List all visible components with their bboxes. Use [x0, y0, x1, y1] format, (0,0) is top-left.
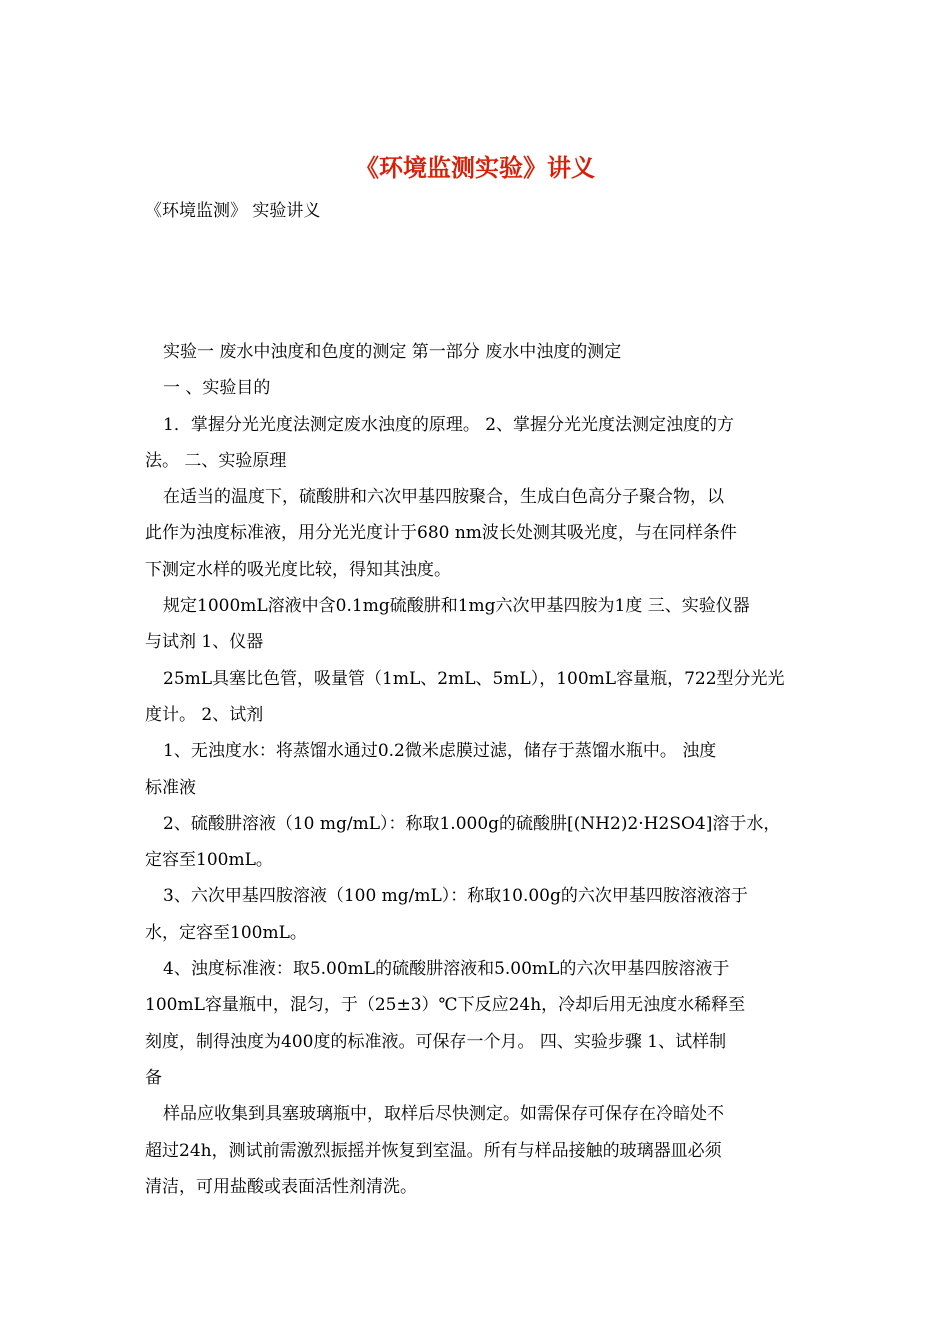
body-line: 法。 二、实验原理: [145, 450, 287, 471]
document-subtitle: 《环境监测》 实验讲义: [145, 201, 321, 221]
body-line: 实验一 废水中浊度和色度的测定 第一部分 废水中浊度的测定: [163, 342, 622, 362]
body-line: 25mL具塞比色管，吸量管（1mL、2mL、5mL），100mL容量瓶，722型分光光: [163, 668, 785, 689]
document-body: [145, 334, 810, 1205]
body-line: 备: [145, 1067, 162, 1088]
body-line: 在适当的温度下，硫酸肼和六次甲基四胺聚合，生成白色高分子聚合物，以: [163, 487, 724, 508]
body-line: 标准液: [145, 777, 196, 798]
body-line: 刻度，制得浊度为400度的标准液。可保存一个月。 四、实验步骤 1、试样制: [145, 1031, 727, 1052]
body-line: 下测定水样的吸光度比较，得知其浊度。: [145, 559, 451, 580]
document-title: 《环境监测实验》讲义: [355, 153, 595, 182]
body-line: 1、无浊度水：将蒸馏水通过0.2微米虑膜过滤，储存于蒸馏水瓶中。 浊度: [163, 741, 717, 762]
body-line: 一 、实验目的: [163, 378, 271, 399]
body-line: 水，定容至100mL。: [145, 922, 307, 943]
body-line: 与试剂 1、仪器: [145, 632, 264, 653]
body-line: 2、硫酸肼溶液（10 mg/mL）：称取1.000g的硫酸肼[(NH2)2·H2SO4]溶于水，: [163, 813, 781, 834]
body-line: 此作为浊度标准液，用分光光度计于680 nm波长处测其吸光度，与在同样条件: [145, 523, 737, 544]
body-line: 度计。 2、试剂: [145, 704, 264, 725]
body-line: 清洁，可用盐酸或表面活性剂清洗。: [145, 1176, 417, 1197]
body-line: 100mL容量瓶中，混匀，于（25±3）℃下反应24h，冷却后用无浊度水稀释至: [145, 995, 746, 1016]
body-line: 4、浊度标准液：取5.00mL的硫酸肼溶液和5.00mL的六次甲基四胺溶液于: [163, 959, 730, 980]
body-line: 样品应收集到具塞玻璃瓶中，取样后尽快测定。如需保存可保存在冷暗处不: [163, 1104, 724, 1125]
body-line: 3、六次甲基四胺溶液（100 mg/mL）：称取10.00g的六次甲基四胺溶液溶于: [163, 886, 748, 907]
body-line: 超过24h，测试前需激烈振摇并恢复到室温。所有与样品接触的玻璃器皿必须: [145, 1140, 722, 1161]
body-line: 定容至100mL。: [145, 850, 273, 871]
body-line: 规定1000mL溶液中含0.1mg硫酸肼和1mg六次甲基四胺为1度 三、实验仪器: [163, 596, 750, 617]
body-line: 1．掌握分光光度法测定废水浊度的原理。 2、掌握分光光度法测定浊度的方: [163, 414, 735, 435]
